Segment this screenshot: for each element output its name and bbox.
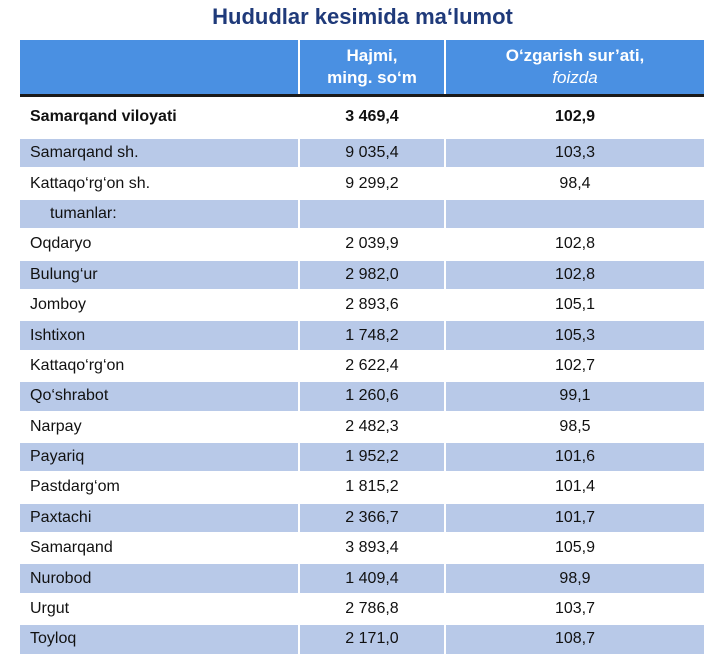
rate-value: 101,6 [445,442,704,472]
table-row [20,381,704,411]
table-row [20,199,704,229]
table-row [20,260,704,290]
volume-value: 1 260,6 [299,381,445,411]
rate-value: 98,4 [445,168,704,198]
volume-value: 2 786,8 [299,594,445,624]
volume-value: 3 469,4 [299,96,445,139]
table-row [20,472,704,502]
table-row [20,624,704,653]
region-name: Nurobod [20,563,299,593]
header-rate-line2: foizda [552,68,598,87]
region-name: Bulung‘ur [20,260,299,290]
volume-value: 2 982,0 [299,260,445,290]
table-row [20,168,704,198]
volume-value [299,199,445,229]
rate-value: 101,4 [445,472,704,502]
table-row [20,351,704,381]
table-row [20,138,704,168]
table-row [20,412,704,442]
volume-value: 2 622,4 [299,351,445,381]
table-row [20,563,704,593]
header-rate-line1: O‘zgarish sur’ati, [505,46,645,65]
rate-value: 105,1 [445,290,704,320]
volume-value: 1 409,4 [299,563,445,593]
rate-value: 102,9 [445,96,704,139]
region-name: Samarqand [20,533,299,563]
volume-value: 1 748,2 [299,320,445,350]
rate-value: 102,8 [445,260,704,290]
header-region [20,40,299,96]
rate-value: 101,7 [445,503,704,533]
region-name: Oqdaryo [20,229,299,259]
volume-value: 2 893,6 [299,290,445,320]
rate-value: 105,9 [445,533,704,563]
region-name: Narpay [20,412,299,442]
region-name: Samarqand viloyati [20,96,299,139]
region-name: Jomboy [20,290,299,320]
volume-value: 2 482,3 [299,412,445,442]
page-title: Hududlar kesimida ma‘lumot [212,4,513,29]
region-name: Urgut [20,594,299,624]
volume-value: 2 039,9 [299,229,445,259]
rate-value: 98,5 [445,412,704,442]
rate-value: 102,8 [445,229,704,259]
rate-value [445,199,704,229]
table-header-row [20,40,704,96]
region-name: Payariq [20,442,299,472]
header-volume-line2: ming. so‘m [327,68,417,87]
region-name: Qo‘shrabot [20,381,299,411]
region-name: Kattaqo‘rg‘on [20,351,299,381]
rate-value: 103,3 [445,138,704,168]
table-row [20,229,704,259]
table-row [20,320,704,350]
header-rate [445,40,704,96]
rate-value: 102,7 [445,351,704,381]
volume-value: 9 035,4 [299,138,445,168]
region-name: Toyloq [20,624,299,653]
region-name: Ishtixon [20,320,299,350]
table-row-total [20,96,704,139]
header-volume [299,40,445,96]
volume-value: 3 893,4 [299,533,445,563]
table-row [20,503,704,533]
region-name: Kattaqo‘rg‘on sh. [20,168,299,198]
volume-value: 1 815,2 [299,472,445,502]
rate-value: 103,7 [445,594,704,624]
regions-table [20,40,704,654]
region-name: Pastdarg‘om [20,472,299,502]
table-row [20,442,704,472]
header-volume-line1: Hajmi, [346,46,398,65]
region-name: Paxtachi [20,503,299,533]
region-name: tumanlar: [20,199,299,229]
table-row [20,594,704,624]
region-name: Samarqand sh. [20,138,299,168]
rate-value: 108,7 [445,624,704,653]
volume-value: 1 952,2 [299,442,445,472]
table-row [20,533,704,563]
volume-value: 9 299,2 [299,168,445,198]
rate-value: 98,9 [445,563,704,593]
volume-value: 2 171,0 [299,624,445,653]
rate-value: 99,1 [445,381,704,411]
rate-value: 105,3 [445,320,704,350]
volume-value: 2 366,7 [299,503,445,533]
table-row [20,290,704,320]
